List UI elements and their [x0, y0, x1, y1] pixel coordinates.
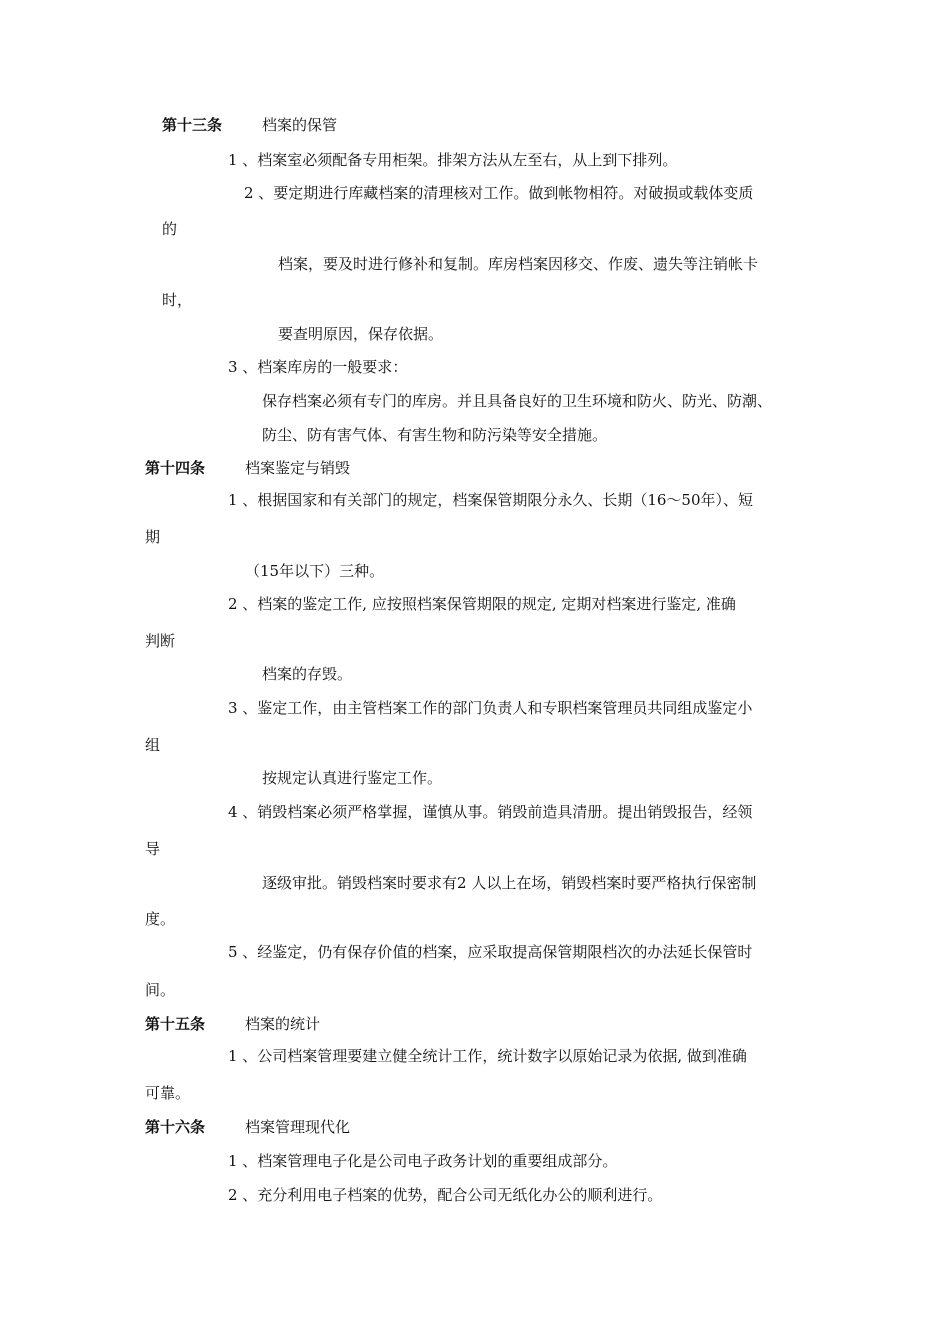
- article-13-number: 第十三条: [162, 116, 223, 134]
- article-14-title: 档案鉴定与销毁: [245, 459, 351, 477]
- article-13-item-3-line-2: 保存档案必须有专门的库房。并且具备良好的卫生环境和防火、防光、防潮、: [262, 392, 773, 410]
- article-16-item-2: 2 、充分利用电子档案的优势，配合公司无纸化办公的顺利进行。: [228, 1186, 663, 1204]
- article-14-item-1-line-1: 1 、根据国家和有关部门的规定，档案保管期限分永久、长期（16～50年）、短: [228, 491, 753, 509]
- article-14-item-3-line-3: 按规定认真进行鉴定工作。: [262, 769, 443, 787]
- article-13-item-1: 1 、档案室必须配备专用柜架。排架方法从左至右，从上到下排列。: [228, 151, 678, 169]
- article-13-item-3-line-1: 3 、档案库房的一般要求：: [228, 358, 408, 376]
- article-14-item-2-line-1: 2 、档案的鉴定工作, 应按照档案保管期限的规定, 定期对档案进行鉴定, 准确: [228, 595, 736, 613]
- article-14-item-4-line-1: 4 、销毁档案必须严格掌握，谨慎从事。销毁前造具清册。提出销毁报告，经领: [228, 803, 753, 821]
- article-14-item-3-line-1: 3 、鉴定工作，由主管档案工作的部门负责人和专职档案管理员共同组成鉴定小: [228, 699, 753, 717]
- article-14-item-4-line-4: 度。: [145, 910, 176, 928]
- article-13-item-2-line-1: 2 、要定期进行库藏档案的清理核对工作。做到帐物相符。对破损或载体变质: [244, 184, 754, 202]
- article-14-item-5-line-1: 5 、经鉴定，仍有保存价值的档案，应采取提高保管期限档次的办法延长保管时: [228, 943, 753, 961]
- article-13-item-2-line-2: 的: [162, 220, 178, 238]
- article-13-item-2-line-4: 时，: [162, 291, 193, 309]
- article-13-item-2-line-5: 要查明原因，保存依据。: [278, 325, 444, 343]
- article-16-item-1: 1 、档案管理电子化是公司电子政务计划的重要组成部分。: [228, 1152, 618, 1170]
- article-14-item-4-line-2: 导: [145, 840, 161, 858]
- article-13-item-3-line-3: 防尘、防有害气体、有害生物和防污染等安全措施。: [262, 426, 608, 444]
- article-14-item-4-line-3: 逐级审批。销毁档案时要求有2 人以上在场，销毁档案时要严格执行保密制: [262, 874, 757, 892]
- article-14-number: 第十四条: [145, 459, 206, 477]
- article-13-title: 档案的保管: [262, 116, 338, 134]
- article-14-item-2-line-3: 档案的存毁。: [262, 665, 353, 683]
- article-14-item-1-line-2: 期: [145, 528, 161, 546]
- article-15-item-1-line-1: 1 、公司档案管理要建立健全统计工作，统计数字以原始记录为依据, 做到准确: [228, 1047, 747, 1065]
- article-15-item-1-line-2: 可靠。: [145, 1084, 191, 1102]
- article-14-item-5-line-2: 间。: [145, 981, 176, 999]
- article-16-title: 档案管理现代化: [245, 1118, 351, 1136]
- article-15-title: 档案的统计: [245, 1015, 321, 1033]
- article-16-number: 第十六条: [145, 1118, 206, 1136]
- article-14-item-1-line-3: （15年以下）三种。: [245, 562, 385, 580]
- article-15-number: 第十五条: [145, 1015, 206, 1033]
- article-14-item-3-line-2: 组: [145, 736, 161, 754]
- article-13-item-2-line-3: 档案，要及时进行修补和复制。库房档案因移交、作废、遗失等注销帐卡: [278, 255, 759, 273]
- article-14-item-2-line-2: 判断: [145, 632, 176, 650]
